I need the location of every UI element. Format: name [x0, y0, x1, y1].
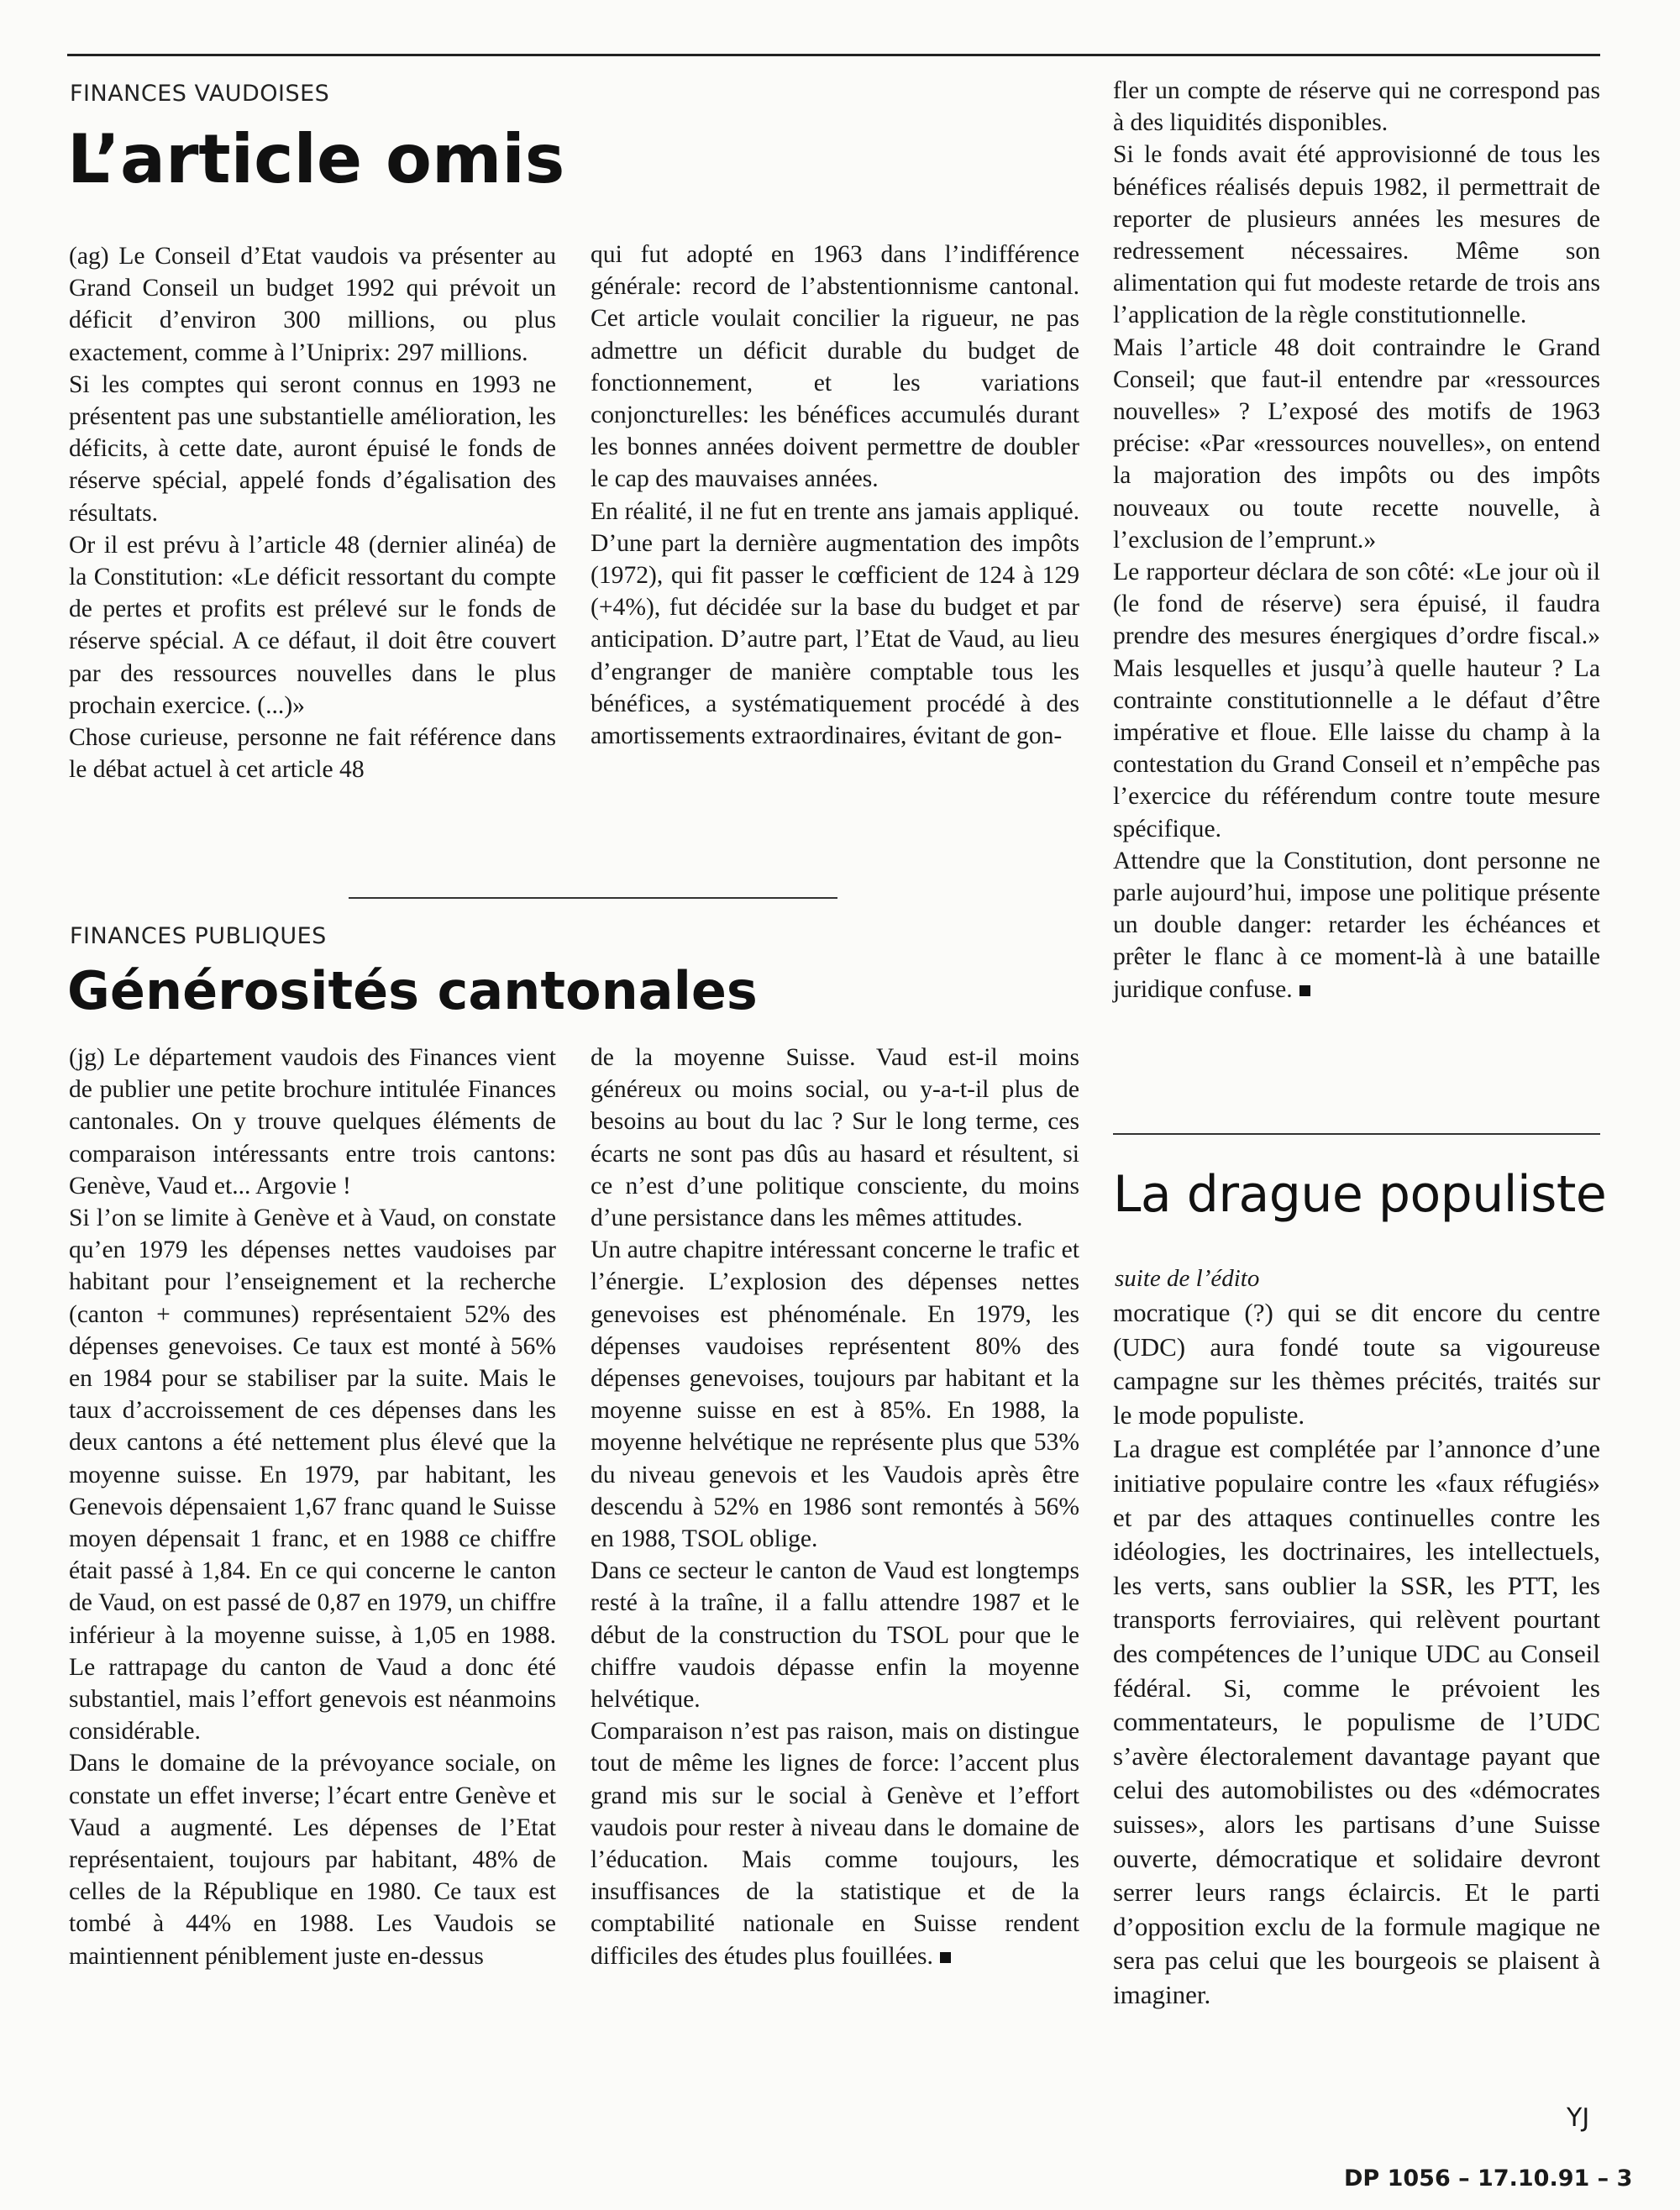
end-of-article-mark	[940, 1952, 951, 1963]
article3-col	[1113, 1296, 1600, 2012]
section-divider	[349, 897, 837, 899]
article3-byline: suite de l’édito	[1115, 1265, 1260, 1292]
paragraph: En réalité, il ne fut en trente ans jamais appliqué. D’une part la dernière augmentation des impôts (1972), qui fit passer le cœfficient de 124 à 129 (+4%), fut décidée sur la base du budget et par anticipation. D’autre part, l’Etat de Vaud, au lieu d’engranger de manière comptable tous les bénéfices, a systématiquement procédé à des amortissements extraordinaires, évitant de gon-	[591, 497, 1079, 750]
paragraph: Si les comptes qui seront connus en 1993 ne présentent pas une substantielle amélioration, les déficits, à cette date, auront épuisé le fonds de réserve spécial, appelé fonds d’égalisation des résultats.	[69, 370, 556, 527]
top-rule	[67, 54, 1600, 56]
article1-title: L’article omis	[67, 120, 565, 198]
paragraph	[591, 1715, 1079, 1972]
article2-col1	[69, 1042, 556, 1972]
article1-col3	[1113, 75, 1600, 1005]
article1-col1	[69, 240, 556, 785]
article2-col2	[591, 1042, 1079, 1972]
paragraph: Si l’on se limite à Genève et à Vaud, on constate qu’en 1979 les dépenses nettes vaudoises par habitant pour l’enseignement et la recherche (canton + communes) représentaient 52% des dépenses genevoises. Ce taux est monté à 56% en 1984 pour se stabiliser par la suite. Mais le taux d’accroissement de ces dépenses dans les deux cantons a été nettement plus élevé que la moyenne suisse. En 1979, par habitant, les Genevois dépensaient 1,67 franc quand le Suisse moyen dépensait 1 franc, et en 1988 ce chiffre était passé à 1,84. En ce qui concerne le canton de Vaud, on est passé de 0,87 en 1979, un chiffre inférieur à la moyenne suisse, à 1,05 en 1988. Le rattrapage du canton de Vaud a donc été substantiel, mais l’effort genevois est néanmoins considérable.	[69, 1205, 556, 1745]
paragraph: Dans ce secteur le canton de Vaud est longtemps resté à la traîne, il a fallu attendre 1987 et le début de la construction du TSOL pour que le chiffre vaudois dépasse enfin la moyenne helvétique.	[591, 1557, 1079, 1714]
author-signature: YJ	[1567, 2103, 1590, 2133]
paragraph: Or il est prévu à l’article 48 (dernier alinéa) de la Constitution: «Le déficit ressortant du compte de pertes et profits est prélevé sur le fonds de réserve spécial. A ce défaut, il doit être couvert par des ressources nouvelles dans le plus prochain exercice. (...)»	[69, 531, 556, 719]
paragraph: mocratique (?) qui se dit encore du centre (UDC) aura fondé toute sa vigoureuse campagne sur les thèmes précités, traités sur le mode populiste.	[1113, 1298, 1600, 1430]
article2-title: Générosités cantonales	[67, 960, 758, 1021]
article1-kicker: FINANCES VAUDOISES	[70, 81, 330, 107]
paragraph: qui fut adopté en 1963 dans l’indifférence générale: record de l’abstentionnisme cantonal. Cet article voulait concilier la rigueur, ne pas admettre un déficit durable du budget de fonctionnement, et les variations conjoncturelles: les bénéfices accumulés durant les bonnes années doivent permettre de doubler le cap des mauvaises années.	[591, 241, 1079, 493]
paragraph	[1113, 845, 1600, 1005]
paragraph: Le rapporteur déclara de son côté: «Le jour où il (le fond de réserve) sera épuisé, il faudra prendre des mesures énergiques d’ordre fiscal.» Mais lesquelles et jusqu’à quelle hauteur ? La contrainte constitutionnelle a le défaut d’être impérative et floue. Elle laisse du champ à la contestation du Grand Conseil et n’empêche pas l’exercice du référendum contre toute mesure spécifique.	[1113, 559, 1600, 843]
paragraph: fler un compte de réserve qui ne correspond pas à des liquidités disponibles.	[1113, 77, 1600, 137]
end-of-article-mark	[1299, 985, 1310, 996]
paragraph: (ag) Le Conseil d’Etat vaudois va présenter au Grand Conseil un budget 1992 qui prévoit un déficit d’environ 300 millions, ou plus exactement, comme à l’Uniprix: 297 millions.	[69, 243, 556, 366]
paragraph: La drague est complétée par l’annonce d’une initiative populaire contre les «faux réfugiés» et par des attaques continuelles contre les idéologies, les doctrinaires, les intellectuels, les verts, sans oublier la SSR, les PTT, les transports ferroviaires, qui relèvent pourtant des compétences de l’unique UDC au Conseil fédéral. Si, comme le prévoient les commentateurs, le populisme de l’UDC s’avère électoralement davantage payant que celui des automobilistes ou des «démocrates suisses», alors les partisans d’une Suisse ouverte, démocratique et solidaire devront serrer leurs rangs éclaircis. Et le parti d’opposition exclu de la formule magique ne sera pas celui que les bourgeois se plaisent à imaginer.	[1113, 1434, 1600, 2009]
page-footer: DP 1056 – 17.10.91 – 3	[1344, 2165, 1633, 2192]
paragraph: de la moyenne Suisse. Vaud est-il moins généreux ou moins social, ou y-a-t-il plus de besoins au bout du lac ? Sur le long terme, ces écarts ne sont pas dûs au hasard et résultent, si ce n’est d’une politique consciente, du moins d’une persistance dans les mêmes attitudes.	[591, 1044, 1079, 1232]
article3-title: La drague populiste	[1113, 1165, 1607, 1224]
paragraph: Si le fonds avait été approvisionné de tous les bénéfices réalisés depuis 1982, il permettrait de reporter de plusieurs années les mesures de redressement nécessaires. Même son alimentation qui fut modeste retarde de trois ans l’application de la règle constitutionnelle.	[1113, 141, 1600, 329]
paragraph: Chose curieuse, personne ne fait référence dans le débat actuel à cet article 48	[69, 724, 556, 784]
section-divider	[1113, 1133, 1600, 1135]
paragraph-text: Attendre que la Constitution, dont personne ne parle aujourd’hui, impose une politique présente un double danger: retarder les échéances et prêter le flanc à ce moment-là à une bataille juridique confuse.	[1113, 847, 1600, 1003]
article1-col2	[591, 239, 1079, 752]
paragraph-text: Comparaison n’est pas raison, mais on distingue tout de même les lignes de force: l’accent plus grand mis sur le social à Genève et l’effort vaudois pour rester à niveau dans le domaine de l’éducation. Mais comme toujours, les insuffisances de la statistique et de la comptabilité nationale en Suisse rendent difficiles des études plus fouillées.	[591, 1718, 1079, 1970]
paragraph: Dans le domaine de la prévoyance sociale, on constate un effet inverse; l’écart entre Genève et Vaud a augmenté. Les dépenses de l’Etat représentaient, toujours par habitant, 48% de celles de la République en 1980. Ce taux est tombé à 44% en 1988. Les Vaudois se maintiennent péniblement juste en-dessus	[69, 1750, 556, 1970]
paragraph: Un autre chapitre intéressant concerne le trafic et l’énergie. L’explosion des dépenses nettes genevoises est phénoménale. En 1979, les dépenses vaudoises représentent 80% des dépenses genevoises, toujours par habitant et la moyenne suisse en est à 85%. En 1988, la moyenne helvétique ne représente plus que 53% du niveau genevois et les Vaudois après être descendu à 52% en 1986 sont remontés à 56% en 1988, TSOL oblige.	[591, 1236, 1079, 1553]
paragraph: Mais l’article 48 doit contraindre le Grand Conseil; que faut-il entendre par «ressources nouvelles» ? L’exposé des motifs de 1963 précise: «Par «ressources nouvelles», on entend la majoration des impôts ou des impôts nouveaux ou toute recette nouvelle, à l’exclusion de l’emprunt.»	[1113, 333, 1600, 554]
paragraph: (jg) Le département vaudois des Finances vient de publier une petite brochure intitulée Finances cantonales. On y trouve quelques éléments de comparaison intéressants entre trois cantons: Genève, Vaud et... Argovie !	[69, 1044, 556, 1199]
article2-kicker: FINANCES PUBLIQUES	[70, 923, 327, 949]
